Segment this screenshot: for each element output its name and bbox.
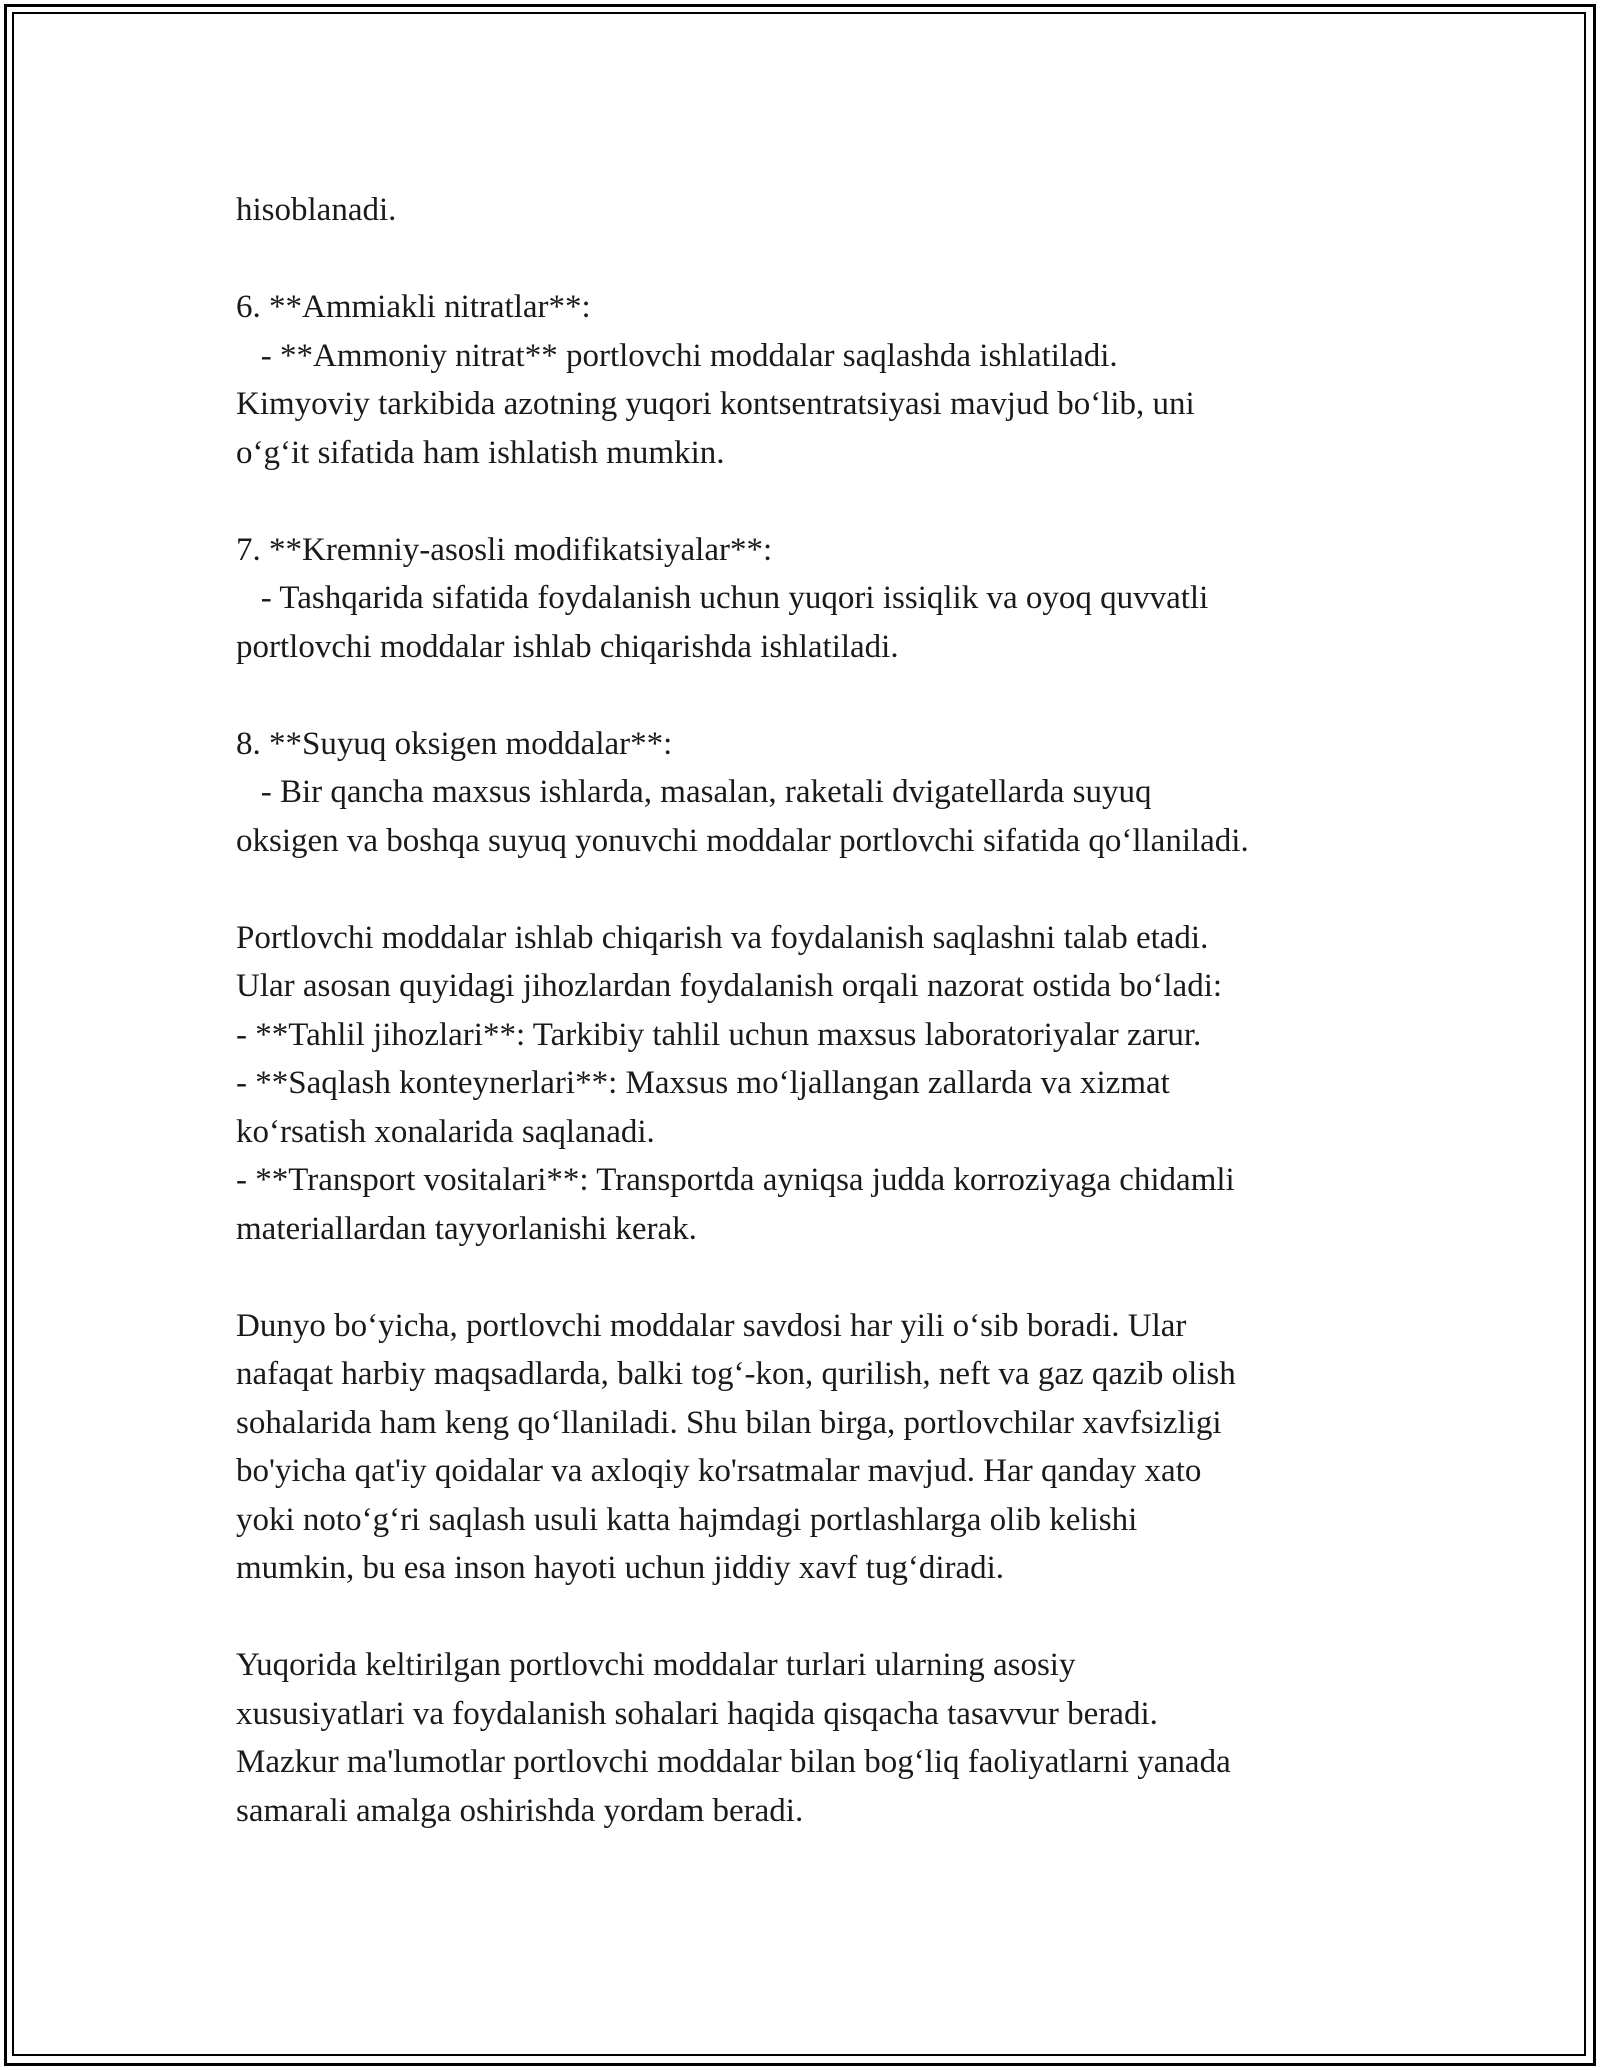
bullet-item: - **Transport vositalari**: Transportda ayniqsa judda korroziyaga chidamli xyxy=(236,1162,1235,1198)
paragraph-line: Mazkur ma'lumotlar portlovchi moddalar bilan bog‘liq faoliyatlarni yanada xyxy=(236,1744,1231,1780)
paragraph-line: Ular asosan quyidagi jihozlardan foydalanish orqali nazorat ostida bo‘ladi: xyxy=(236,968,1223,1004)
text-line: - Tashqarida sifatida foydalanish uchun yuqori issiqlik va oyoq quvvatli xyxy=(236,580,1209,616)
text-line: - **Ammoniy nitrat** portlovchi moddalar saqlashda ishlatiladi. xyxy=(236,337,1118,374)
paragraph-line: xususiyatlari va foydalanish sohalari haqida qisqacha tasavvur beradi. xyxy=(236,1695,1158,1732)
paragraph-line: materiallardan tayyorlanishi kerak. xyxy=(236,1210,697,1247)
list-heading-6: 6. **Ammiakli nitratlar**: xyxy=(236,289,591,325)
paragraph-line: Portlovchi moddalar ishlab chiqarish va foydalanish saqlashni talab etadi. xyxy=(236,919,1209,956)
blank-line xyxy=(236,477,1386,526)
blank-line xyxy=(236,671,1386,720)
text-line: - Bir qancha maxsus ishlarda, masalan, raketali dvigatellarda suyuq xyxy=(236,774,1152,810)
blank-line xyxy=(236,865,1386,914)
blank-line xyxy=(236,1593,1386,1642)
text-line: o‘g‘it sifatida ham ishlatish mumkin. xyxy=(236,434,725,471)
paragraph-line: bo'yicha qat'iy qoidalar va axloqiy ko'rsatmalar mavjud. Har qanday xato xyxy=(236,1453,1202,1489)
paragraph-line: mumkin, bu esa inson hayoti uchun jiddiy xavf tug‘diradi. xyxy=(236,1550,1005,1586)
paragraph-line: yoki noto‘g‘ri saqlash usuli katta hajmdagi portlashlarga olib kelishi xyxy=(236,1501,1138,1538)
blank-line xyxy=(236,1253,1386,1302)
paragraph-line: ko‘rsatish xonalarida saqlanadi. xyxy=(236,1113,655,1150)
text-line: Kimyoviy tarkibida azotning yuqori kontsentratsiyasi mavjud bo‘lib, uni xyxy=(236,386,1195,422)
paragraph-line: samarali amalga oshirishda yordam beradi. xyxy=(236,1792,804,1829)
text-line: portlovchi moddalar ishlab chiqarishda ishlatiladi. xyxy=(236,628,899,665)
list-heading-7: 7. **Kremniy-asosli modifikatsiyalar**: xyxy=(236,531,773,568)
blank-line xyxy=(236,235,1386,284)
text-line: oksigen va boshqa suyuq yonuvchi moddalar portlovchi sifatida qo‘llaniladi. xyxy=(236,822,1249,859)
document-body xyxy=(236,186,1386,1835)
paragraph-line: sohalarida ham keng qo‘llaniladi. Shu bilan birga, portlovchilar xavfsizligi xyxy=(236,1404,1222,1441)
paragraph-line: Yuqorida keltirilgan portlovchi moddalar turlari ularning asosiy xyxy=(236,1647,1076,1683)
paragraph-line: nafaqat harbiy maqsadlarda, balki tog‘-kon, qurilish, neft va gaz qazib olish xyxy=(236,1356,1236,1392)
bullet-item: - **Saqlash konteynerlari**: Maxsus mo‘ljallangan zallarda va xizmat xyxy=(236,1065,1170,1101)
list-heading-8: 8. **Suyuq oksigen moddalar**: xyxy=(236,725,673,762)
bullet-item: - **Tahlil jihozlari**: Tarkibiy tahlil uchun maxsus laboratoriyalar zarur. xyxy=(236,1016,1202,1053)
text-line: hisoblanadi. xyxy=(236,192,397,228)
paragraph-line: Dunyo bo‘yicha, portlovchi moddalar savdosi har yili o‘sib boradi. Ular xyxy=(236,1307,1187,1344)
